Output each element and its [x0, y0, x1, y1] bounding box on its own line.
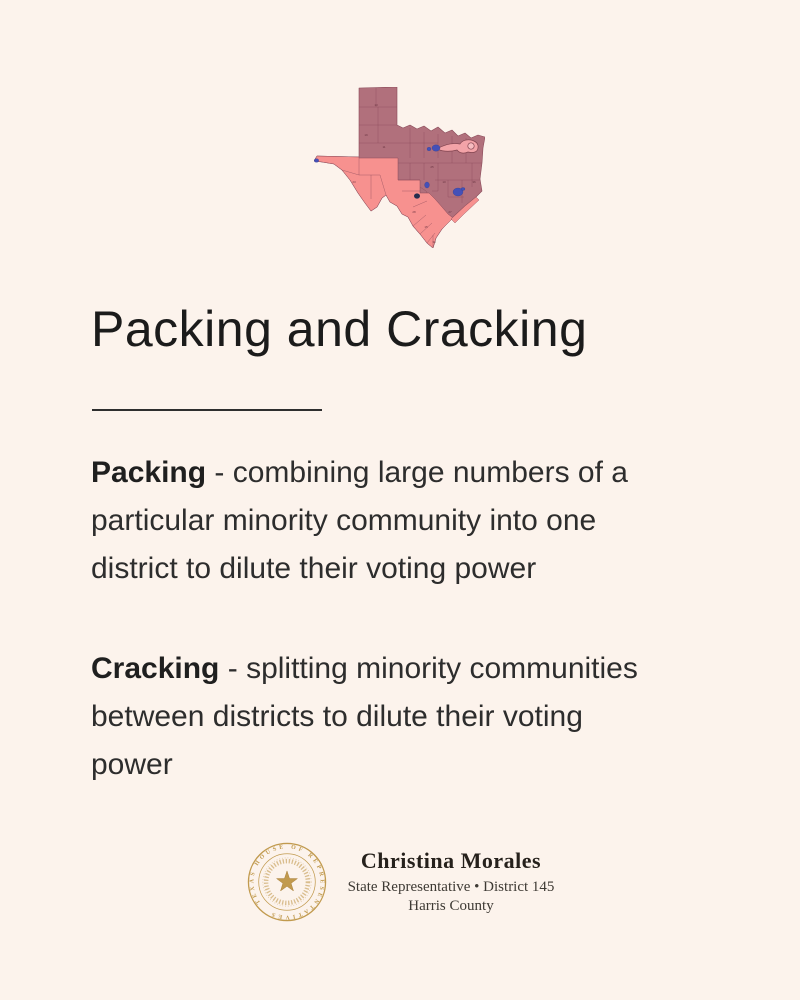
svg-text:11: 11: [382, 145, 386, 149]
packing-line2: particular minority community into one: [91, 504, 597, 537]
seal-text: TEXAS HOUSE OF REPRESENTATIVES: [248, 844, 325, 920]
footer: [0, 840, 800, 924]
cracking-line1: splitting minority communities: [246, 652, 638, 685]
cracking-line2: between districts to dilute their voting: [91, 700, 583, 733]
svg-text:23: 23: [352, 180, 356, 184]
cracking-line3: power: [91, 748, 173, 781]
svg-text:19: 19: [364, 133, 368, 137]
footer-county: Harris County: [408, 898, 494, 914]
svg-text:28: 28: [412, 210, 416, 214]
map-san-antonio: [414, 193, 420, 198]
definition-packing: [91, 449, 751, 593]
cracking-separator: -: [219, 652, 247, 685]
definition-cracking: [91, 645, 751, 789]
footer-text-block: [348, 848, 555, 916]
packing-term: Packing: [91, 456, 207, 489]
map-fort-worth: [427, 147, 431, 151]
svg-text:36: 36: [472, 180, 476, 184]
svg-text:13: 13: [374, 103, 378, 107]
packing-line3: district to dilute their voting power: [91, 552, 537, 585]
svg-text:15: 15: [424, 225, 428, 229]
title-divider: [92, 409, 322, 411]
map-el-paso: [314, 159, 318, 163]
packing-line1: combining large numbers of a: [232, 456, 628, 489]
packing-separator: -: [206, 456, 233, 489]
svg-text:27: 27: [448, 210, 452, 214]
svg-text:34: 34: [432, 240, 436, 244]
footer-role: State Representative • District 145: [347, 879, 555, 895]
seal-star-icon: [276, 871, 297, 891]
texas-map-icon: [314, 87, 485, 248]
svg-text:10: 10: [442, 180, 446, 184]
map-austin: [425, 182, 430, 188]
cracking-term: Cracking: [91, 652, 220, 685]
footer-name: Christina Morales: [360, 848, 542, 873]
definitions-block: [91, 449, 751, 789]
texas-house-seal-icon: [246, 841, 328, 923]
page-title: Packing and Cracking: [91, 301, 588, 357]
map-dallas: [432, 145, 440, 151]
svg-text:25: 25: [430, 165, 434, 169]
